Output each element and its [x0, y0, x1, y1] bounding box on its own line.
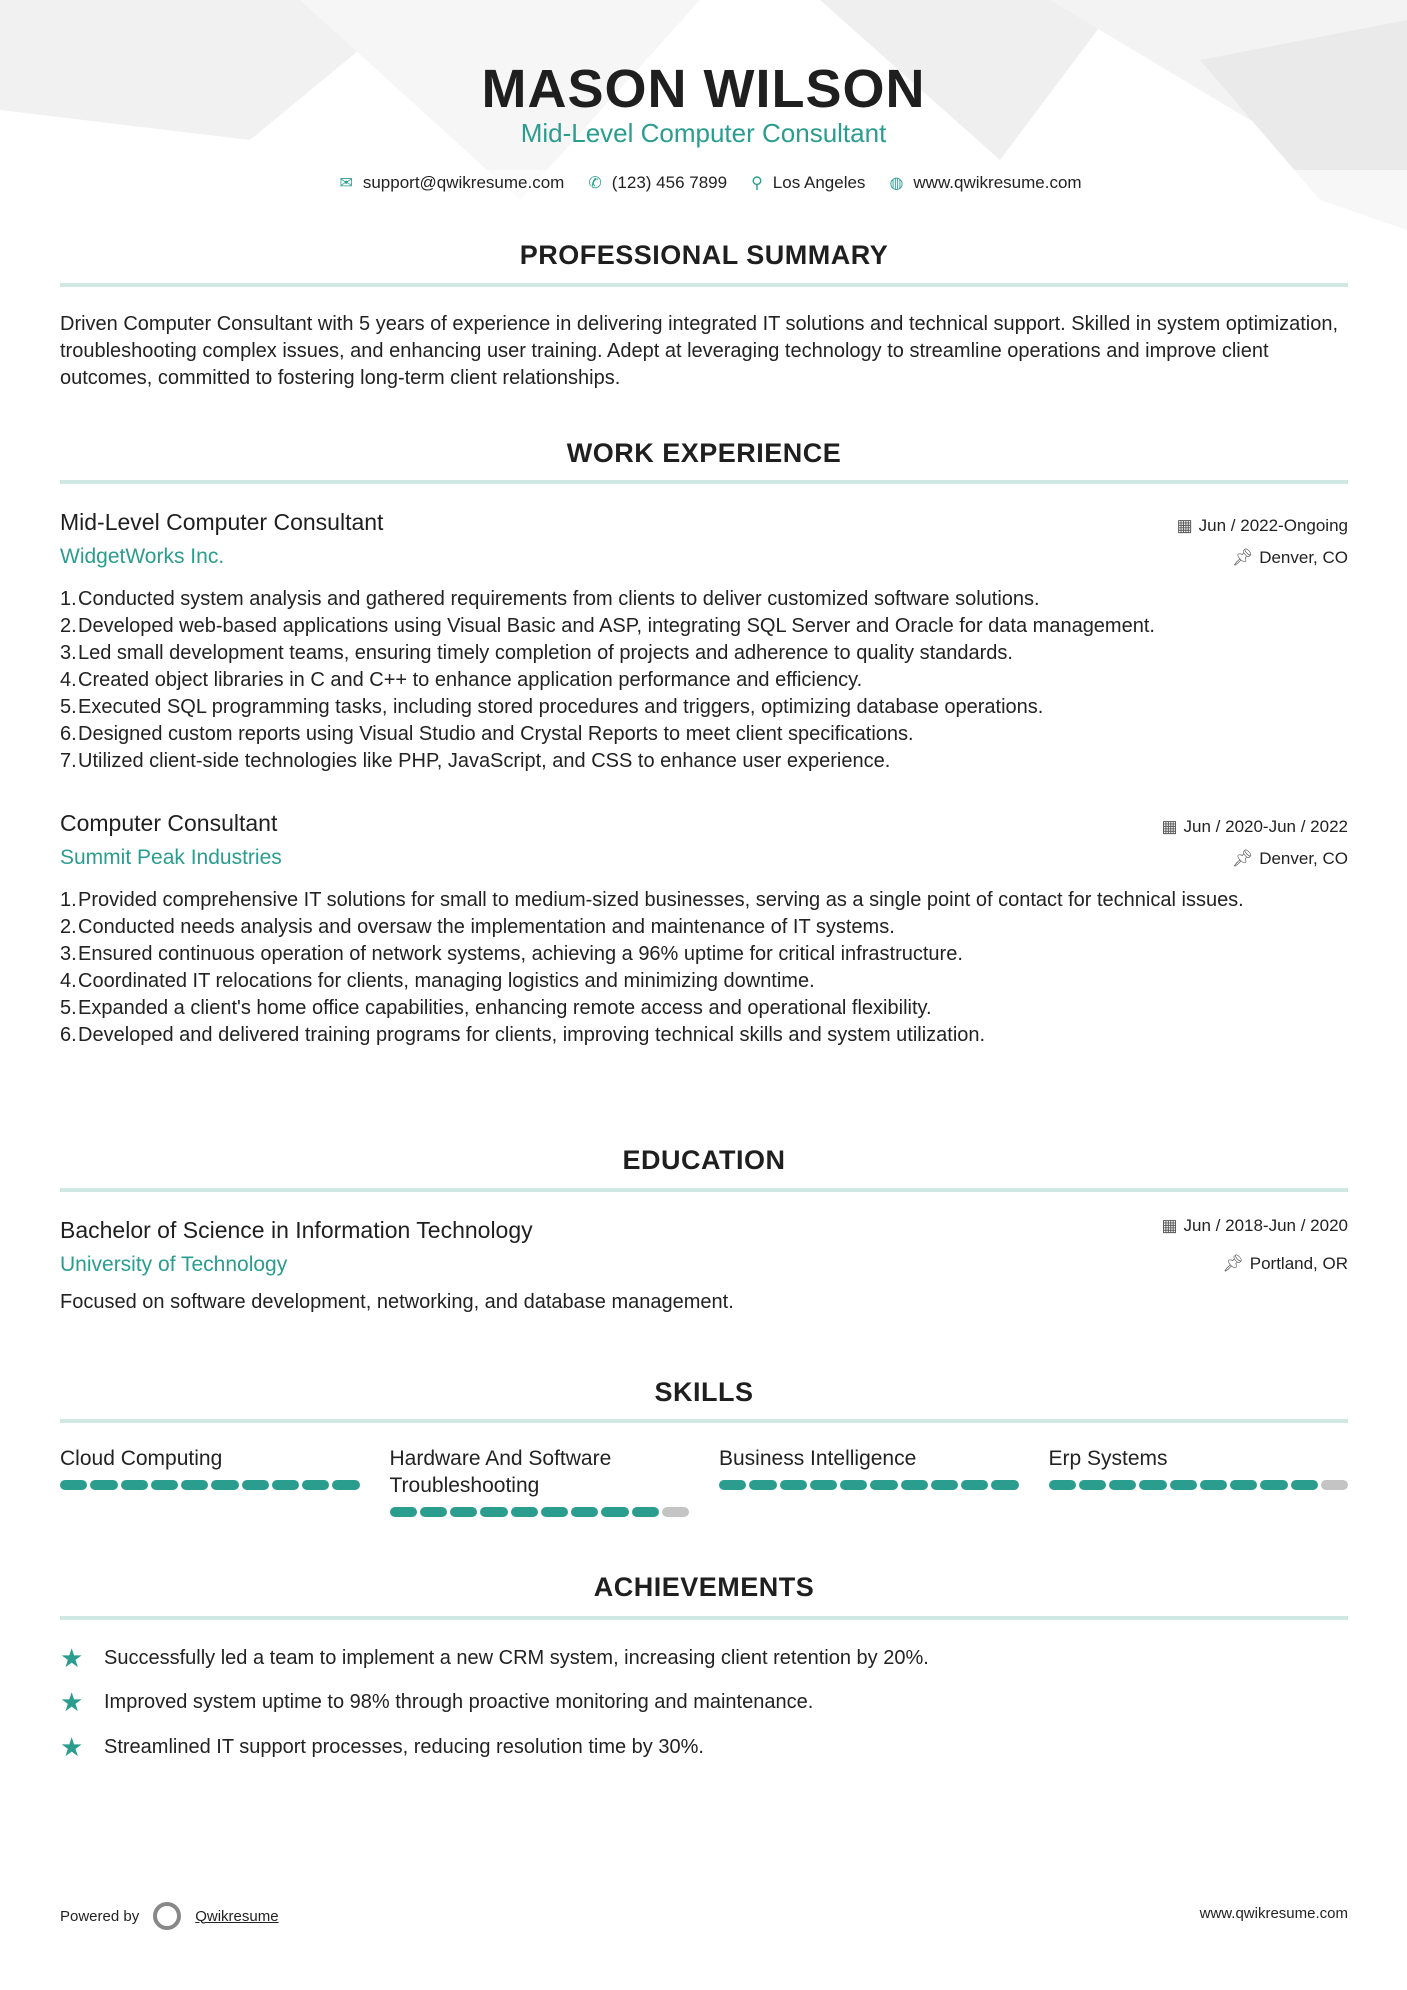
job-dates [1161, 817, 1348, 837]
summary-text: Driven Computer Consultant with 5 years of experience in delivering integrated IT solutions and technical support. Skilled in system optimization, troubleshooting complex issues, and enhancing user training. Adept at leveraging technology to streamline operations and improve client outcomes, committed to fostering long-term client relationships. [60, 313, 1339, 389]
skill-level-bar [390, 1507, 690, 1517]
school-name: University of Technology [60, 1253, 288, 1276]
phone-icon: ✆ [588, 175, 602, 192]
section-divider [60, 1419, 1348, 1423]
skill-item [719, 1445, 1019, 1517]
job-dates-text: Jun / 2022-Ongoing [1198, 516, 1348, 535]
skill-level-bar [60, 1480, 360, 1490]
list-item: Designed custom reports using Visual Studio and Crystal Reports to meet client specifications. [78, 723, 914, 745]
section-divider [60, 283, 1348, 287]
job-company: WidgetWorks Inc. [60, 545, 225, 568]
skill-segment-filled [1079, 1480, 1106, 1490]
list-item: Executed SQL programming tasks, including stored procedures and triggers, optimizing database operations. [78, 696, 1044, 718]
skill-item [1049, 1445, 1349, 1517]
pin-icon: 📌︎ [1222, 1254, 1244, 1273]
skill-segment-filled [810, 1480, 837, 1490]
section-heading-skills: SKILLS [654, 1377, 754, 1407]
job-title: Computer Consultant [60, 810, 278, 836]
education-description: Focused on software development, networking, and database management. [60, 1291, 734, 1313]
contact-bar [0, 173, 1407, 193]
skill-segment-filled [211, 1480, 238, 1490]
skill-segment-filled [840, 1480, 867, 1490]
list-item: Developed web-based applications using Visual Basic and ASP, integrating SQL Server and Oracle for data management. [78, 615, 1155, 637]
list-item: Utilized client-side technologies like PHP, JavaScript, and CSS to enhance user experience. [78, 750, 891, 772]
skill-segment-filled [632, 1507, 659, 1517]
achievement-item [60, 1643, 1348, 1674]
skill-segment-filled [450, 1507, 477, 1517]
skill-name: Erp Systems [1048, 1447, 1168, 1470]
skill-segment-filled [780, 1480, 807, 1490]
section-heading-achievements: ACHIEVEMENTS [593, 1572, 815, 1602]
section-heading-summary: PROFESSIONAL SUMMARY [519, 240, 889, 270]
section-heading-experience: WORK EXPERIENCE [566, 438, 842, 468]
skill-segment-filled [1260, 1480, 1287, 1490]
skill-segment-filled [90, 1480, 117, 1490]
job-bullets [60, 586, 1348, 775]
education-dates-text: Jun / 2018-Jun / 2020 [1183, 1216, 1348, 1235]
contact-phone: (123) 456 7899 [611, 173, 728, 192]
education-location-text: Portland, OR [1249, 1254, 1348, 1273]
degree-title: Bachelor of Science in Information Technology [60, 1217, 533, 1243]
skill-segment-filled [511, 1507, 538, 1517]
section-divider [60, 1188, 1348, 1192]
education-dates [1161, 1216, 1348, 1236]
list-item: Created object libraries in C and C++ to enhance application performance and efficiency. [78, 669, 863, 691]
list-item: Ensured continuous operation of network systems, achieving a 96% uptime for critical infrastructure. [78, 943, 963, 965]
achievement-item [60, 1732, 1348, 1763]
skill-segment-filled [151, 1480, 178, 1490]
qwikresume-link[interactable]: Qwikresume [195, 1907, 279, 1925]
skill-segment-filled [1200, 1480, 1227, 1490]
list-item: Led small development teams, ensuring timely completion of projects and adherence to quality standards. [78, 642, 1013, 664]
envelope-icon: ✉ [339, 175, 353, 192]
calendar-icon: ▦ [1161, 817, 1178, 836]
skill-segment-filled [390, 1507, 417, 1517]
skill-segment-filled [601, 1507, 628, 1517]
skill-segment-filled [242, 1480, 269, 1490]
skill-item [390, 1445, 690, 1517]
job-location [1232, 548, 1348, 568]
skill-segment-filled [302, 1480, 329, 1490]
skill-segment-filled [1109, 1480, 1136, 1490]
powered-by-label: Powered by [60, 1907, 140, 1925]
star-icon: ★ [60, 1643, 84, 1673]
list-item: Coordinated IT relocations for clients, managing logistics and minimizing downtime. [78, 970, 815, 992]
skill-segment-filled [1230, 1480, 1257, 1490]
skill-segment-filled [719, 1480, 746, 1490]
skill-segment-filled [931, 1480, 958, 1490]
skill-segment-filled [870, 1480, 897, 1490]
job-dates-text: Jun / 2020-Jun / 2022 [1183, 817, 1348, 836]
job-location-text: Denver, CO [1259, 548, 1348, 567]
section-heading-education: EDUCATION [622, 1145, 786, 1175]
skill-segment-filled [181, 1480, 208, 1490]
skill-item [60, 1445, 360, 1517]
pin-icon: 📌︎ [1231, 849, 1254, 868]
achievement-text: Successfully led a team to implement a new CRM system, increasing client retention by 20%. [104, 1647, 929, 1669]
skill-level-bar [1049, 1480, 1349, 1490]
footer-url[interactable]: www.qwikresume.com [1199, 1905, 1348, 1922]
list-item: Expanded a client's home office capabilities, enhancing remote access and operational flexibility. [78, 997, 932, 1019]
skill-segment-filled [1291, 1480, 1318, 1490]
skill-segment-filled [420, 1507, 447, 1517]
skill-segment-filled [901, 1480, 928, 1490]
job-title: Mid-Level Computer Consultant [60, 509, 384, 535]
skill-level-bar [719, 1480, 1019, 1490]
skill-segment-filled [332, 1480, 359, 1490]
achievement-item [60, 1687, 1348, 1718]
skill-segment-filled [480, 1507, 507, 1517]
calendar-icon: ▦ [1176, 516, 1193, 535]
skill-segment-filled [1139, 1480, 1166, 1490]
contact-email[interactable]: support@qwikresume.com [362, 173, 565, 192]
skill-segment-filled [1170, 1480, 1197, 1490]
contact-location: Los Angeles [772, 173, 866, 192]
job-bullets [60, 887, 1348, 1049]
job-location-text: Denver, CO [1259, 849, 1348, 868]
pin-icon: 📌︎ [1231, 548, 1254, 567]
skill-segment-empty [662, 1507, 689, 1517]
section-divider [60, 480, 1348, 484]
contact-website[interactable]: www.qwikresume.com [913, 173, 1082, 192]
job-location [1232, 849, 1348, 869]
skills-list [60, 1445, 1348, 1517]
skill-segment-empty [1321, 1480, 1348, 1490]
star-icon: ★ [60, 1687, 84, 1717]
list-item: Developed and delivered training programs for clients, improving technical skills and system utilization. [78, 1024, 986, 1046]
skill-segment-filled [961, 1480, 988, 1490]
candidate-title: Mid-Level Computer Consultant [520, 118, 887, 148]
job-company: Summit Peak Industries [60, 846, 282, 869]
skill-name: Business Intelligence [719, 1447, 917, 1470]
candidate-name: MASON WILSON [481, 59, 926, 119]
skill-segment-filled [541, 1507, 568, 1517]
skill-name: Hardware And Software Troubleshooting [389, 1447, 612, 1497]
globe-icon: ◍ [889, 175, 904, 192]
skill-segment-filled [60, 1480, 87, 1490]
job-dates [1177, 516, 1348, 536]
achievement-text: Streamlined IT support processes, reducing resolution time by 30%. [104, 1736, 704, 1758]
calendar-icon: ▦ [1161, 1216, 1178, 1235]
skill-segment-filled [991, 1480, 1018, 1490]
education-location [1222, 1254, 1348, 1274]
skill-segment-filled [749, 1480, 776, 1490]
skill-segment-filled [272, 1480, 299, 1490]
list-item: Conducted needs analysis and oversaw the implementation and maintenance of IT systems. [78, 916, 895, 938]
section-divider [60, 1616, 1348, 1620]
achievement-text: Improved system uptime to 98% through proactive monitoring and maintenance. [104, 1691, 814, 1713]
list-item: Provided comprehensive IT solutions for small to medium-sized businesses, serving as a single point of contact for technical issues. [78, 889, 1244, 911]
skill-name: Cloud Computing [60, 1447, 223, 1470]
skill-segment-filled [571, 1507, 598, 1517]
star-icon: ★ [60, 1732, 84, 1762]
footer-powered [60, 1902, 279, 1930]
list-item: Conducted system analysis and gathered requirements from clients to deliver customized software solutions. [78, 588, 1040, 610]
skill-segment-filled [1049, 1480, 1076, 1490]
skill-segment-filled [121, 1480, 148, 1490]
qwikresume-logo-icon [153, 1902, 181, 1930]
map-pin-icon: ⚲ [751, 175, 763, 192]
